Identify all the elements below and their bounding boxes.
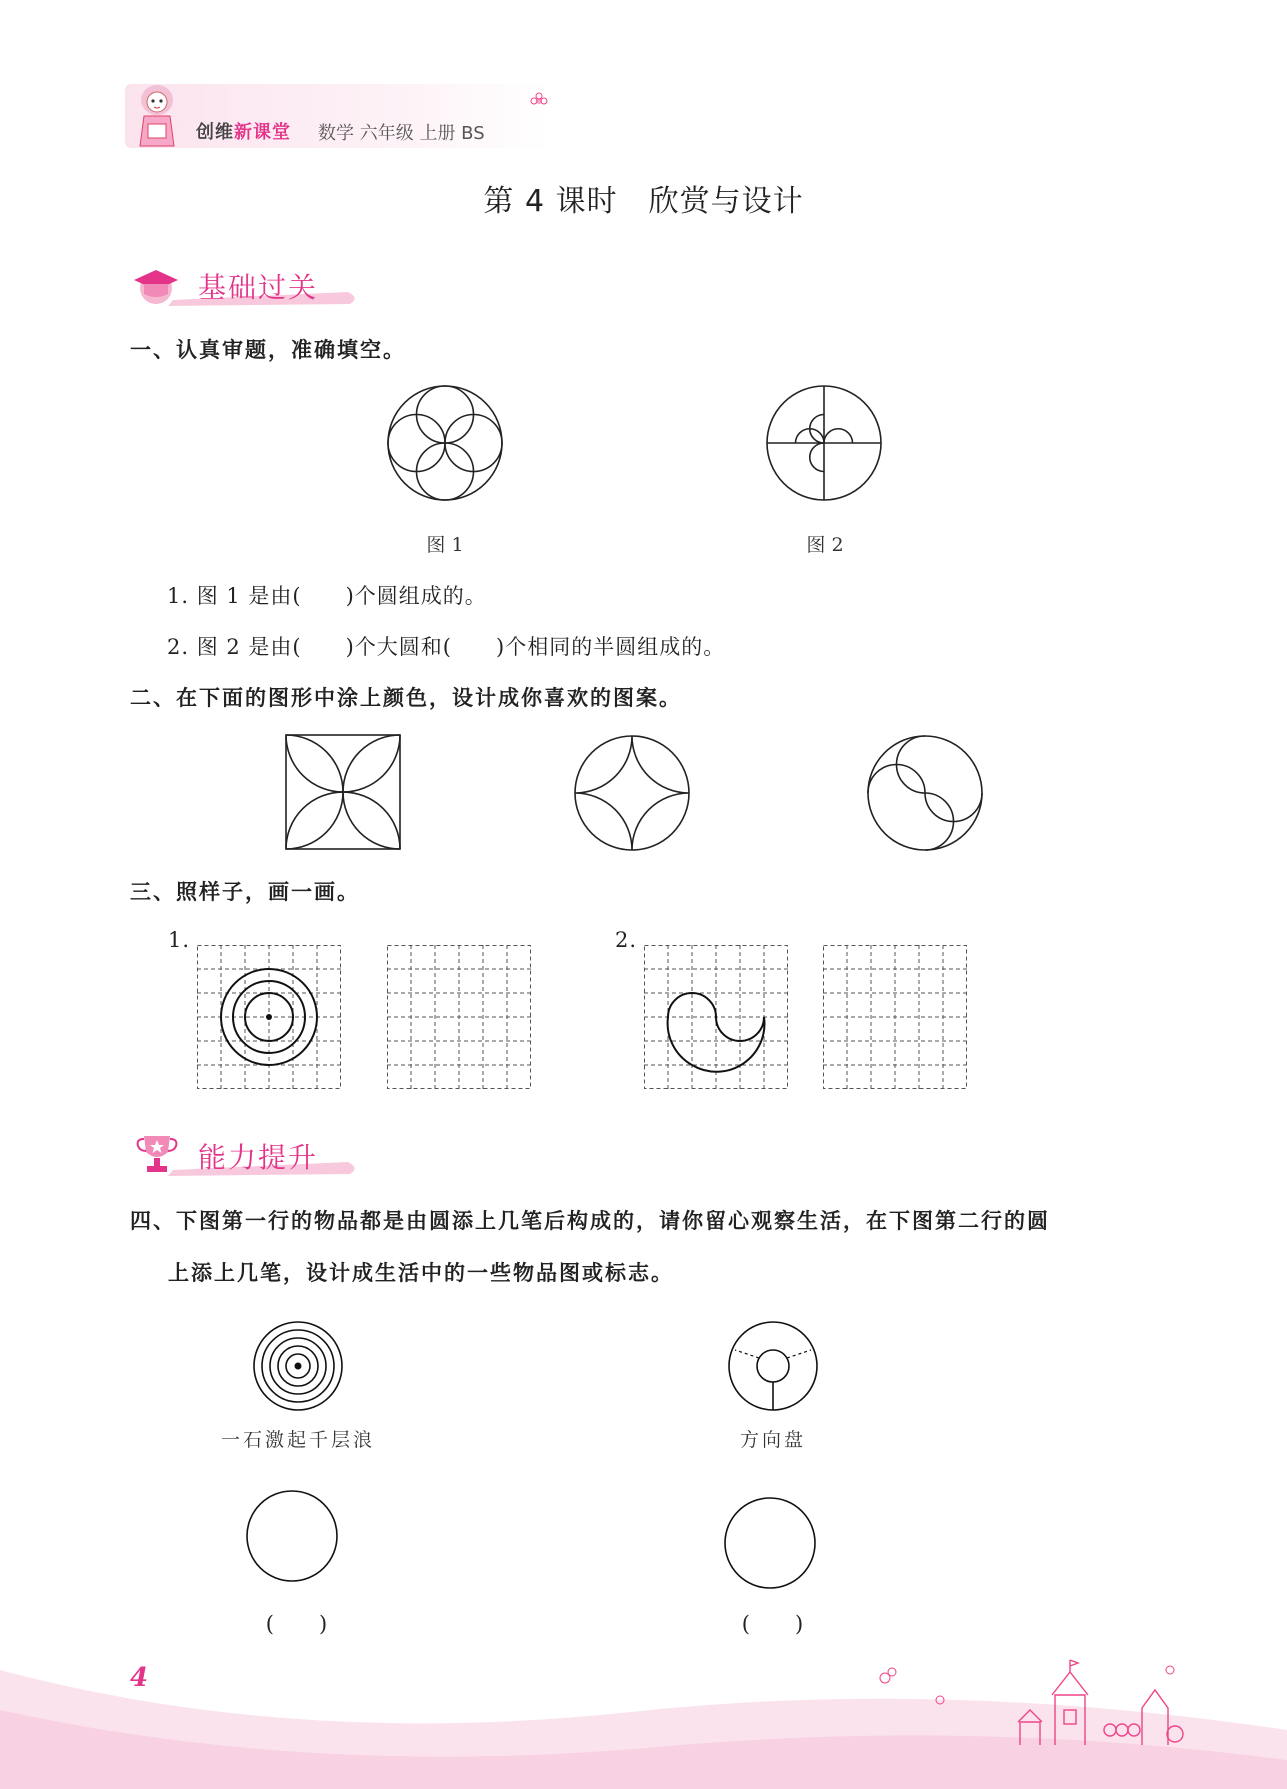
question-3-title: 三、照样子，画一画。 (130, 880, 360, 904)
question-1-item-2: 2. 图 2 是由( )个大圆和( )个相同的半圆组成的。 (167, 635, 726, 659)
figure-2-caption: 图 2 (806, 534, 844, 556)
grid-blank-2[interactable] (823, 945, 967, 1089)
figure-2-pinwheel (765, 384, 883, 502)
lesson-title: 第 4 课时 欣赏与设计 (483, 184, 804, 219)
figure-1-caption: 图 1 (426, 534, 464, 556)
graduation-cap-icon (130, 264, 182, 306)
pattern-circle-star (573, 734, 691, 852)
question-4-title-line-1: 四、下图第一行的物品都是由圆添上几笔后构成的，请你留心观察生活，在下图第二行的圆 (130, 1209, 1050, 1233)
example-2-caption: 方向盘 (739, 1429, 806, 1451)
grid-blank-1[interactable] (387, 945, 531, 1089)
question-1-item-1: 1. 图 1 是由( )个圆组成的。 (167, 584, 487, 608)
section-label-basic: 基础过关 (198, 271, 319, 304)
section-label-advanced: 能力提升 (198, 1141, 319, 1174)
question-3-item-2-label: 2. (615, 928, 638, 952)
pattern-circle-swirl (866, 734, 984, 852)
question-2-title: 二、在下面的图形中涂上颜色，设计成你喜欢的图案。 (130, 686, 682, 710)
flower-icon (530, 92, 548, 110)
grid-example-concentric (197, 945, 341, 1089)
blank-circle-2[interactable] (723, 1496, 817, 1590)
example-ripples-icon (252, 1320, 344, 1412)
section-badge-advanced (128, 1132, 358, 1178)
castle-icon (960, 1650, 1190, 1750)
answer-blank-1[interactable]: ( ) (265, 1612, 329, 1636)
girl-mascot-icon (126, 80, 188, 152)
figure-1-four-circles (386, 384, 504, 502)
section-badge-basic (128, 262, 358, 308)
brand-name: 创维新课堂 (196, 122, 291, 143)
example-steering-wheel-icon (727, 1320, 819, 1412)
question-4-title-line-2: 上添上几笔，设计成生活中的一些物品图或标志。 (168, 1261, 674, 1285)
subject-label: 数学 六年级 上册 BS (318, 123, 485, 144)
question-1-title: 一、认真审题，准确填空。 (130, 338, 406, 362)
answer-blank-2[interactable]: ( ) (741, 1612, 805, 1636)
example-1-caption: 一石激起千层浪 (220, 1429, 375, 1451)
trophy-icon (134, 1132, 180, 1178)
question-3-item-1-label: 1. (168, 928, 191, 952)
grid-example-paisley (644, 945, 788, 1089)
pattern-square-petals (285, 734, 401, 850)
page-number: 4 (130, 1663, 149, 1693)
blank-circle-1[interactable] (245, 1489, 339, 1583)
